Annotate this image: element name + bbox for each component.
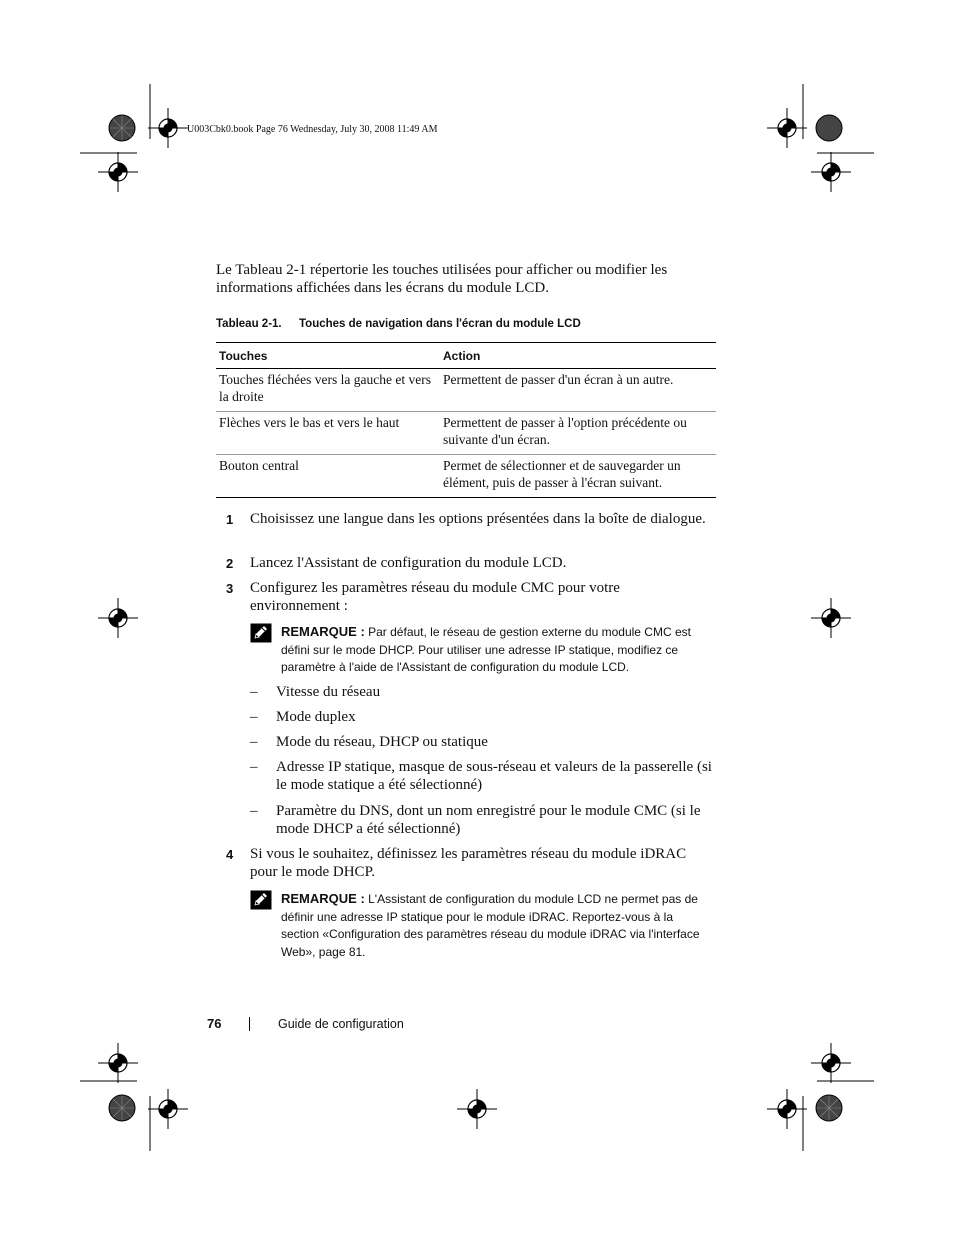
list-item-text: Mode du réseau, DHCP ou statique	[276, 734, 488, 750]
note-block	[250, 623, 710, 677]
note-text: Par défaut, le réseau de gestion externe du module CMC est défini sur le mode DHCP. Pour utiliser une adresse IP statique, modifiez ce paramètre à l'aide de l'Assistant de configuration du module LCD.	[281, 625, 691, 674]
table-row	[216, 412, 716, 455]
step-number: 4	[226, 847, 234, 862]
table-cell: Permet de sélectionner et de sauvegarder un élément, puis de passer à l'écran suivant.	[440, 455, 716, 498]
column-header-action: Action	[440, 343, 716, 369]
step-item	[226, 510, 706, 528]
table-cell: Touches fléchées vers la gauche et vers la droite	[216, 369, 440, 412]
list-item	[250, 708, 720, 726]
footer-title: Guide de configuration	[278, 1017, 404, 1031]
pencil-note-icon	[250, 890, 272, 910]
navigation-keys-table	[216, 342, 716, 498]
dash-bullet: –	[250, 734, 258, 750]
page-number: 76	[207, 1016, 222, 1031]
list-item	[250, 733, 720, 751]
note-text: L'Assistant de configuration du module LCD ne permet pas de définir une adresse IP statique pour le module iDRAC. Reportez-vous à la section «Configuration des paramètres réseau du module iDRAC via l'interface Web», page 81.	[281, 892, 700, 959]
list-item-text: Adresse IP statique, masque de sous-réseau et valeurs de la passerelle (si le mode statique a été sélectionné)	[276, 759, 712, 793]
step-number: 2	[226, 556, 234, 571]
note-body	[281, 890, 710, 961]
table-header-row	[216, 343, 716, 369]
list-item	[250, 758, 720, 794]
table-caption-number: Tableau 2-1.	[216, 318, 282, 330]
table-caption-title: Touches de navigation dans l'écran du module LCD	[299, 318, 581, 330]
step-item	[226, 579, 706, 615]
note-label: REMARQUE :	[281, 624, 365, 639]
print-file-info: U003Cbk0.book Page 76 Wednesday, July 30, 2008 11:49 AM	[187, 124, 438, 135]
table-cell: Flèches vers le bas et vers le haut	[216, 412, 440, 455]
pencil-note-icon	[250, 623, 272, 643]
note-label: REMARQUE :	[281, 891, 365, 906]
list-item-text: Paramètre du DNS, dont un nom enregistré pour le module CMC (si le mode DHCP a été sélectionné)	[276, 803, 701, 837]
list-item-text: Vitesse du réseau	[276, 684, 381, 700]
step-item	[226, 845, 706, 881]
step-item	[226, 554, 706, 572]
list-item-text: Mode duplex	[276, 709, 356, 725]
table-cell: Permettent de passer à l'option précédente ou suivante d'un écran.	[440, 412, 716, 455]
dash-bullet: –	[250, 759, 258, 775]
note-body	[281, 623, 710, 677]
list-item	[250, 683, 720, 701]
step-text: Configurez les paramètres réseau du module CMC pour votre environnement :	[250, 580, 620, 614]
column-header-keys: Touches	[216, 343, 440, 369]
step-text: Choisissez une langue dans les options présentées dans la boîte de dialogue.	[250, 511, 706, 527]
note-block	[250, 890, 710, 961]
step-number: 1	[226, 512, 234, 527]
step-text: Lancez l'Assistant de configuration du module LCD.	[250, 555, 567, 571]
table-cell: Permettent de passer d'un écran à un autre.	[440, 369, 716, 412]
dash-bullet: –	[250, 803, 258, 819]
step-number: 3	[226, 581, 234, 596]
dash-bullet: –	[250, 709, 258, 725]
intro-paragraph: Le Tableau 2-1 répertorie les touches utilisées pour afficher ou modifier les informations affichées dans les écrans du module LCD.	[216, 262, 668, 296]
footer-divider	[249, 1017, 250, 1031]
step-text: Si vous le souhaitez, définissez les paramètres réseau du module iDRAC pour le mode DHCP.	[250, 846, 687, 880]
table-row	[216, 369, 716, 412]
list-item	[250, 802, 720, 838]
table-cell: Bouton central	[216, 455, 440, 498]
dash-bullet: –	[250, 684, 258, 700]
table-row	[216, 455, 716, 498]
table-caption	[216, 318, 581, 330]
